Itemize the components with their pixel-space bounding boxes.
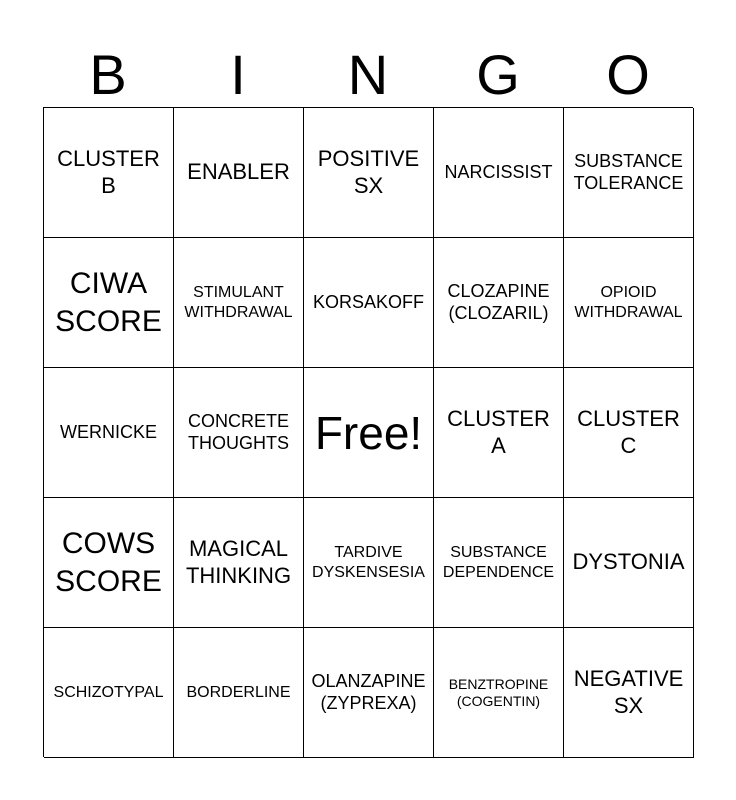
- bingo-cell-r2c4[interactable]: [434, 238, 564, 368]
- bingo-cell-r5c2[interactable]: [174, 628, 304, 758]
- bingo-cell-r2c1[interactable]: [44, 238, 174, 368]
- bingo-cell-r4c5[interactable]: [564, 498, 694, 628]
- bingo-board: [43, 107, 693, 757]
- bingo-cell-free[interactable]: [304, 368, 434, 498]
- bingo-cell-r5c1[interactable]: [44, 628, 174, 758]
- cell-label: BENZTROPINE (COGENTIN): [448, 675, 549, 709]
- bingo-cell-r5c3[interactable]: [304, 628, 434, 758]
- bingo-cell-r2c3[interactable]: [304, 238, 434, 368]
- header-letter-i: I: [230, 43, 246, 106]
- bingo-header: [43, 42, 693, 108]
- bingo-cell-r3c5[interactable]: [564, 368, 694, 498]
- bingo-cell-r3c4[interactable]: [434, 368, 564, 498]
- cell-label: BORDERLINE: [186, 683, 291, 701]
- free-space-label: Free!: [314, 406, 423, 459]
- bingo-cell-r3c1[interactable]: [44, 368, 174, 498]
- header-letter-g: G: [476, 43, 520, 106]
- cell-label: SUBSTANCE DEPENDENCE: [442, 544, 555, 581]
- cell-label: CLUSTER C: [577, 406, 680, 458]
- cell-label: NARCISSIST: [444, 161, 553, 182]
- cell-label: WERNICKE: [59, 421, 157, 442]
- cell-label: DYSTONIA: [572, 549, 685, 575]
- bingo-cell-r1c3[interactable]: [304, 108, 434, 238]
- cell-label: CONCRETE THOUGHTS: [187, 410, 289, 453]
- cell-label: COWS SCORE: [55, 527, 162, 598]
- header-letter-n: N: [347, 43, 389, 106]
- cell-label: SCHIZOTYPAL: [53, 683, 164, 701]
- header-letter-o: O: [606, 43, 650, 106]
- bingo-cell-r1c2[interactable]: [174, 108, 304, 238]
- cell-label: CIWA SCORE: [55, 267, 162, 338]
- bingo-cell-r1c1[interactable]: [44, 108, 174, 238]
- cell-label: KORSAKOFF: [312, 291, 424, 312]
- cell-label: NEGATIVE SX: [573, 666, 684, 718]
- bingo-cell-r5c5[interactable]: [564, 628, 694, 758]
- cell-label: MAGICAL THINKING: [185, 536, 292, 588]
- bingo-cell-r1c4[interactable]: [434, 108, 564, 238]
- cell-label: CLOZAPINE (CLOZARIL): [447, 280, 550, 323]
- cell-label: TARDIVE DYSKENSESIA: [312, 544, 425, 581]
- cell-label: POSITIVE SX: [317, 146, 420, 198]
- cell-label: OPIOID WITHDRAWAL: [574, 284, 683, 321]
- bingo-cell-r1c5[interactable]: [564, 108, 694, 238]
- cell-label: SUBSTANCE TOLERANCE: [573, 150, 684, 193]
- bingo-cell-r2c2[interactable]: [174, 238, 304, 368]
- bingo-cell-r4c2[interactable]: [174, 498, 304, 628]
- bingo-cell-r3c2[interactable]: [174, 368, 304, 498]
- bingo-cell-r5c4[interactable]: [434, 628, 564, 758]
- header-letter-b: B: [89, 43, 127, 106]
- bingo-cell-r4c4[interactable]: [434, 498, 564, 628]
- bingo-cell-r4c1[interactable]: [44, 498, 174, 628]
- cell-label: ENABLER: [187, 159, 290, 185]
- bingo-cell-r2c5[interactable]: [564, 238, 694, 368]
- cell-label: CLUSTER A: [447, 406, 550, 458]
- cell-label: STIMULANT WITHDRAWAL: [184, 284, 293, 321]
- bingo-cell-r4c3[interactable]: [304, 498, 434, 628]
- cell-label: OLANZAPINE (ZYPREXA): [311, 670, 426, 713]
- cell-label: CLUSTER B: [57, 146, 160, 198]
